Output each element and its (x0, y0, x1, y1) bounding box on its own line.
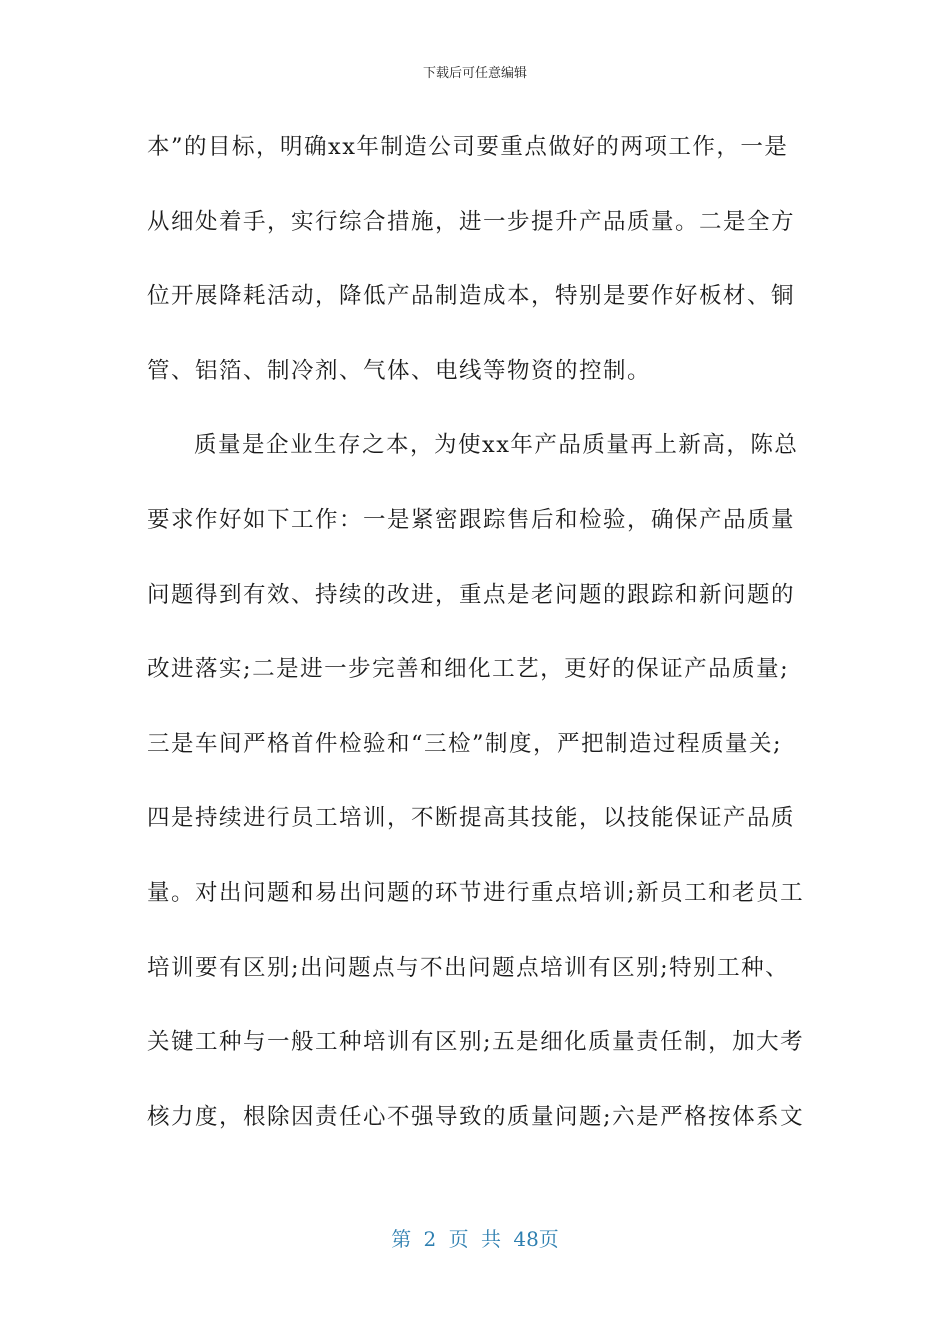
text-line: 核力度，根除因责任心不强导致的质量问题;六是严格按体系文 (147, 1103, 805, 1130)
text-line: 要求作好如下工作：一是紧密跟踪售后和检验，确保产品质量 (147, 506, 796, 533)
text-line: 量。对出问题和易出问题的环节进行重点培训;新员工和老员工 (147, 879, 805, 906)
document-body (147, 110, 807, 1154)
text-line: 四是持续进行员工培训，不断提高其技能，以技能保证产品质 (147, 805, 796, 832)
text-line: 关键工种与一般工种培训有区别;五是细化质量责任制，加大考 (147, 1029, 805, 1056)
page-header-note: 下载后可任意编辑 (422, 66, 527, 81)
page-number-footer: 第 2 页 共 48页 (391, 1227, 559, 1251)
text-line: 问题得到有效、持续的改进，重点是老问题的跟踪和新问题的 (147, 581, 796, 608)
text-line: 培训要有区别;出问题点与不出问题点培训有区别;特别工种、 (147, 954, 790, 981)
text-line: 管、铝箔、制冷剂、气体、电线等物资的控制。 (147, 357, 652, 384)
text-line: 三是车间严格首件检验和“三检”制度，严把制造过程质量关; (147, 730, 783, 757)
text-line: 改进落实;二是进一步完善和细化工艺，更好的保证产品质量; (147, 656, 790, 683)
text-line: 本”的目标，明确xx年制造公司要重点做好的两项工作，一是 (147, 134, 789, 160)
text-line: 位开展降耗活动，降低产品制造成本，特别是要作好板材、铜 (147, 283, 796, 310)
text-line: 从细处着手，实行综合措施，进一步提升产品质量。二是全方 (147, 208, 796, 235)
paragraph-first-line: 质量是企业生存之本，为使xx年产品质量再上新高，陈总 (194, 432, 799, 459)
